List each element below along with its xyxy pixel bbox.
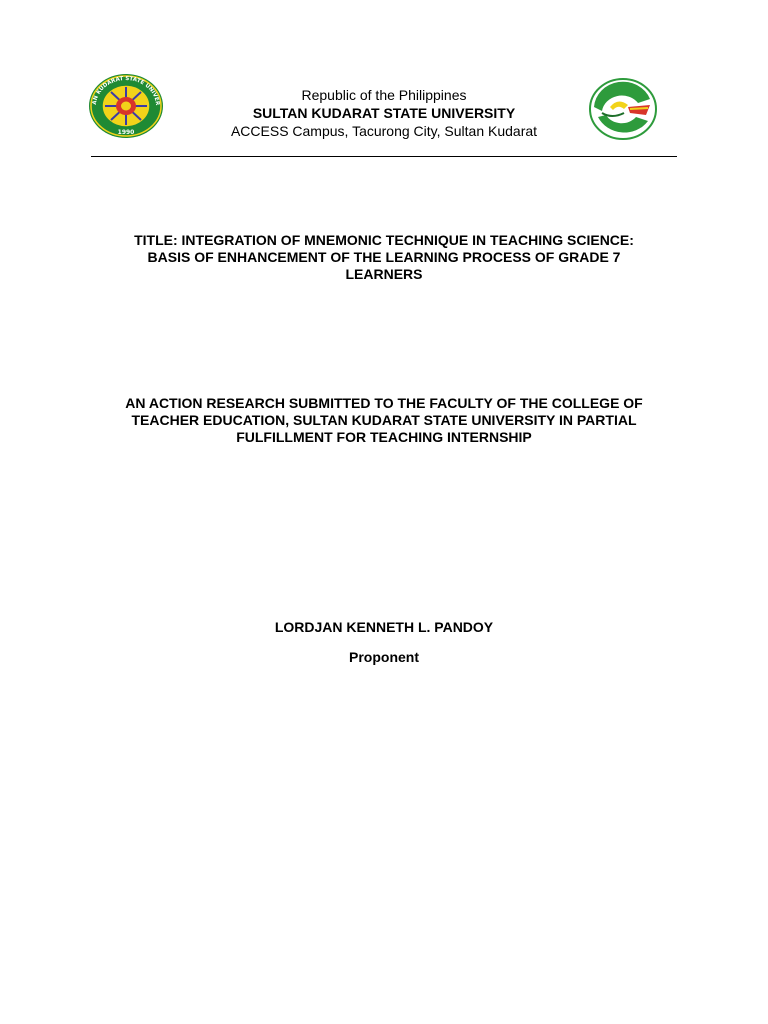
proponent-name: LORDJAN KENNETH L. PANDOY <box>274 619 494 635</box>
university-name: SULTAN KUDARAT STATE UNIVERSITY <box>252 105 516 121</box>
submission-line-3: FULFILLMENT FOR TEACHING INTERNSHIP <box>236 429 532 445</box>
seal-year: 1990 <box>117 129 135 136</box>
college-logo-icon <box>588 77 658 141</box>
header-divider <box>91 156 677 157</box>
university-seal-icon <box>88 73 164 139</box>
title-line-2: BASIS OF ENHANCEMENT OF THE LEARNING PROCESS OF GRADE 7 <box>147 249 621 265</box>
country-line: Republic of the Philippines <box>301 87 467 103</box>
submission-line-2: TEACHER EDUCATION, SULTAN KUDARAT STATE UNIVERSITY IN PARTIAL <box>131 412 637 428</box>
letterhead <box>160 86 608 140</box>
submission-statement <box>90 395 678 446</box>
submission-line-1: AN ACTION RESEARCH SUBMITTED TO THE FACULTY OF THE COLLEGE OF <box>125 395 643 411</box>
research-title <box>90 232 678 283</box>
title-line-3: LEARNERS <box>345 266 423 282</box>
campus-line: ACCESS Campus, Tacurong City, Sultan Kudarat <box>230 123 538 139</box>
svg-text:SULTAN KUDARAT STATE UNIVERSIT: AN KUDARAT STATE UNIVER <box>91 75 161 106</box>
title-line-1: TITLE: INTEGRATION OF MNEMONIC TECHNIQUE IN TEACHING SCIENCE: <box>134 232 634 248</box>
proponent-label: Proponent <box>349 649 419 665</box>
